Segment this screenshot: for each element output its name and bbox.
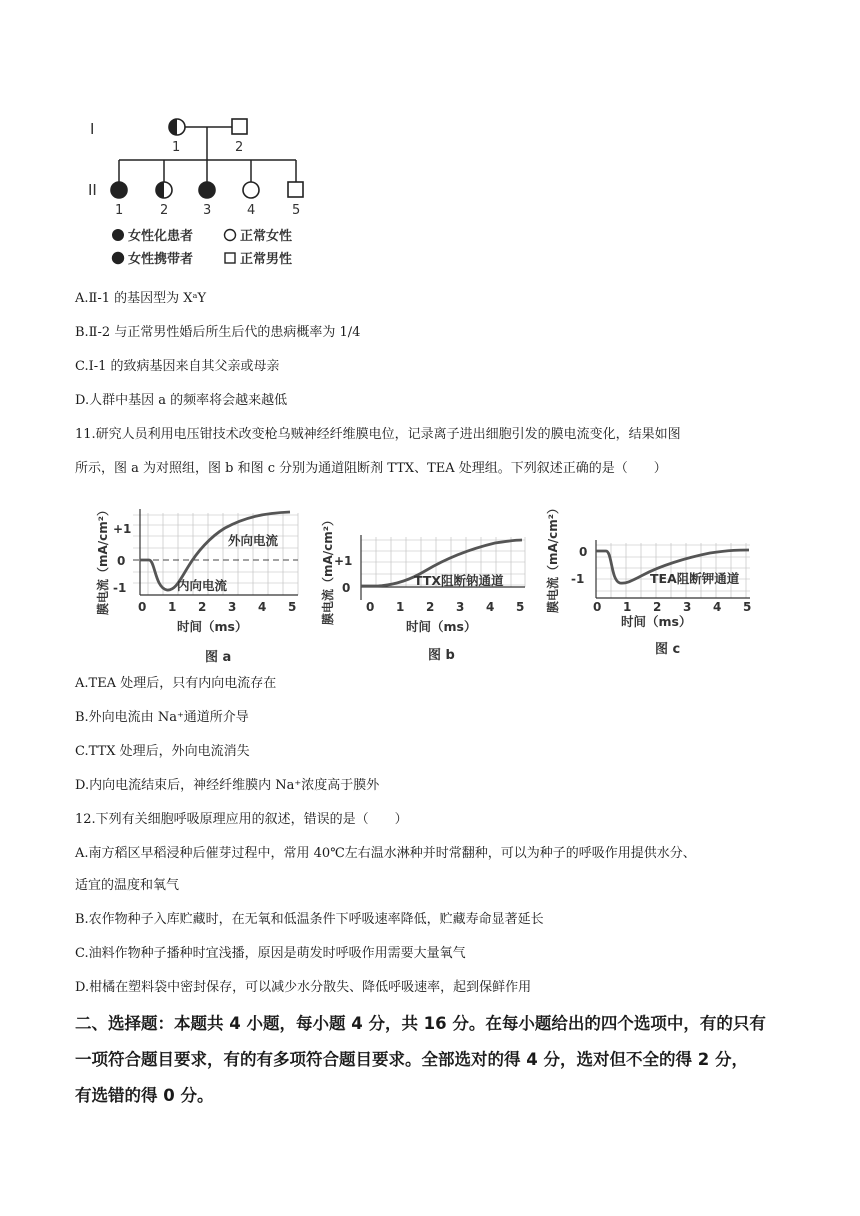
x-tick: 4 <box>713 600 722 614</box>
gen2-number: 4 <box>247 203 256 218</box>
q11-stem-line2: 所示，图 a 为对照组，图 b 和图 c 分别为通道阻断剂 TTX、TEA 处理组。下列叙述正确的是（ ） <box>75 461 667 476</box>
x-tick: 3 <box>228 600 237 614</box>
figure-c-caption: 图 c <box>655 642 681 657</box>
legend-normal-female-symbol <box>225 230 236 241</box>
individual-II-4-normal-female <box>243 182 259 198</box>
q10-option-b: B.Ⅱ-2 与正常男性婚后所生后代的患病概率为 1/4 <box>75 325 361 340</box>
y-tick: -1 <box>113 581 127 595</box>
x-tick: 5 <box>516 600 525 614</box>
generation-1-label: I <box>90 120 95 138</box>
y-axis-label: 膜电流（mA/cm²） <box>546 501 560 613</box>
figure-c <box>535 495 765 670</box>
legend-affected-female: 女性化患者 <box>128 229 194 244</box>
x-axis-label: 时间（ms） <box>621 614 692 629</box>
gen2-number: 1 <box>115 203 124 218</box>
y-tick: +1 <box>113 522 132 536</box>
gen1-number: 1 <box>172 140 181 155</box>
individual-II-1-affected-female <box>111 182 127 198</box>
q10-option-a: A.Ⅱ-1 的基因型为 XᵃY <box>75 291 207 306</box>
x-tick: 4 <box>258 600 267 614</box>
gen2-number: 5 <box>292 203 301 218</box>
legend-carrier-female: 女性携带者 <box>128 252 194 267</box>
y-axis-label: 膜电流（mA/cm²） <box>96 503 110 615</box>
y-tick: +1 <box>334 554 353 568</box>
y-tick: 0 <box>117 554 126 568</box>
pedigree-chart <box>80 110 320 280</box>
q12-option-b: B.农作物种子入库贮藏时，在无氧和低温条件下呼吸速率降低，贮藏寿命显著延长 <box>75 912 544 927</box>
q11-option-a: A.TEA 处理后，只有内向电流存在 <box>75 676 277 691</box>
x-tick: 2 <box>653 600 662 614</box>
individual-II-5-normal-male <box>288 182 303 197</box>
label-inward-current: 内向电流 <box>177 578 228 593</box>
x-axis-label: 时间（ms） <box>177 619 248 634</box>
x-tick: 0 <box>593 600 602 614</box>
figure-b-caption: 图 b <box>428 648 455 663</box>
section2-line2: 一项符合题目要求，有的有多项符合题目要求。全部选对的得 4 分，选对但不全的得 2 分， <box>75 1050 748 1069</box>
q11-option-b: B.外向电流由 Na⁺通道所介导 <box>75 710 249 725</box>
legend-affected-female-symbol <box>113 230 124 241</box>
x-tick: 5 <box>743 600 752 614</box>
y-tick: -1 <box>571 572 585 586</box>
section2-line1: 二、选择题：本题共 4 小题，每小题 4 分，共 16 分。在每小题给出的四个选项中，有的只有 <box>75 1014 766 1033</box>
x-tick: 1 <box>396 600 405 614</box>
label-tea: TEA阻断钾通道 <box>650 571 740 586</box>
y-tick: 0 <box>342 581 351 595</box>
x-tick: 3 <box>683 600 692 614</box>
q11-option-d: D.内向电流结束后，神经纤维膜内 Na⁺浓度高于膜外 <box>75 778 380 793</box>
x-tick: 5 <box>288 600 297 614</box>
q12-stem: 12.下列有关细胞呼吸原理应用的叙述，错误的是（ ） <box>75 812 408 827</box>
q10-option-c: C.I-1 的致病基因来自其父亲或母亲 <box>75 359 280 374</box>
y-axis-label: 膜电流（mA/cm²） <box>321 513 335 625</box>
label-ttx: TTX阻断钠通道 <box>414 573 504 588</box>
x-tick: 2 <box>426 600 435 614</box>
figure-a-caption: 图 a <box>205 650 232 665</box>
legend-normal-male: 正常男性 <box>240 252 293 267</box>
x-tick: 1 <box>168 600 177 614</box>
x-tick: 3 <box>456 600 465 614</box>
x-tick: 0 <box>366 600 375 614</box>
individual-I-2-normal-male <box>232 119 247 134</box>
x-axis-label: 时间（ms） <box>406 619 477 634</box>
section2-line3: 有选错的得 0 分。 <box>75 1086 214 1105</box>
gen2-number: 2 <box>160 203 169 218</box>
gen2-number: 3 <box>203 203 212 218</box>
gen1-number: 2 <box>235 140 244 155</box>
y-tick: 0 <box>579 545 588 559</box>
legend-normal-female: 正常女性 <box>240 229 293 244</box>
x-tick: 2 <box>198 600 207 614</box>
generation-2-label: II <box>88 181 97 199</box>
x-tick: 0 <box>138 600 147 614</box>
figure-a <box>85 495 300 670</box>
q11-stem-line1: 11.研究人员利用电压钳技术改变枪乌贼神经纤维膜电位，记录离子进出细胞引发的膜电流变化，结果如图 <box>75 427 681 442</box>
label-outward-current: 外向电流 <box>228 533 279 548</box>
q10-option-d: D.人群中基因 a 的频率将会越来越低 <box>75 393 288 408</box>
individual-II-3-affected-female <box>199 182 215 198</box>
individual-II-2-carrier-female <box>156 182 172 198</box>
legend-carrier-female-symbol <box>113 253 124 264</box>
q11-option-c: C.TTX 处理后，外向电流消失 <box>75 744 250 759</box>
q12-option-a-line2: 适宜的温度和氧气 <box>75 878 180 893</box>
q12-option-d: D.柑橘在塑料袋中密封保存，可以减少水分散失、降低呼吸速率，起到保鲜作用 <box>75 980 532 995</box>
x-tick: 1 <box>623 600 632 614</box>
q12-option-a-line1: A.南方稻区早稻浸种后催芽过程中，常用 40℃左右温水淋种并时常翻种，可以为种子的呼吸作用提供水分、 <box>75 846 696 861</box>
individual-I-1-carrier-female <box>169 119 185 135</box>
figure-b <box>310 495 535 670</box>
q12-option-c: C.油料作物种子播种时宜浅播，原因是萌发时呼吸作用需要大量氧气 <box>75 946 466 961</box>
legend-normal-male-symbol <box>225 253 235 263</box>
x-tick: 4 <box>486 600 495 614</box>
